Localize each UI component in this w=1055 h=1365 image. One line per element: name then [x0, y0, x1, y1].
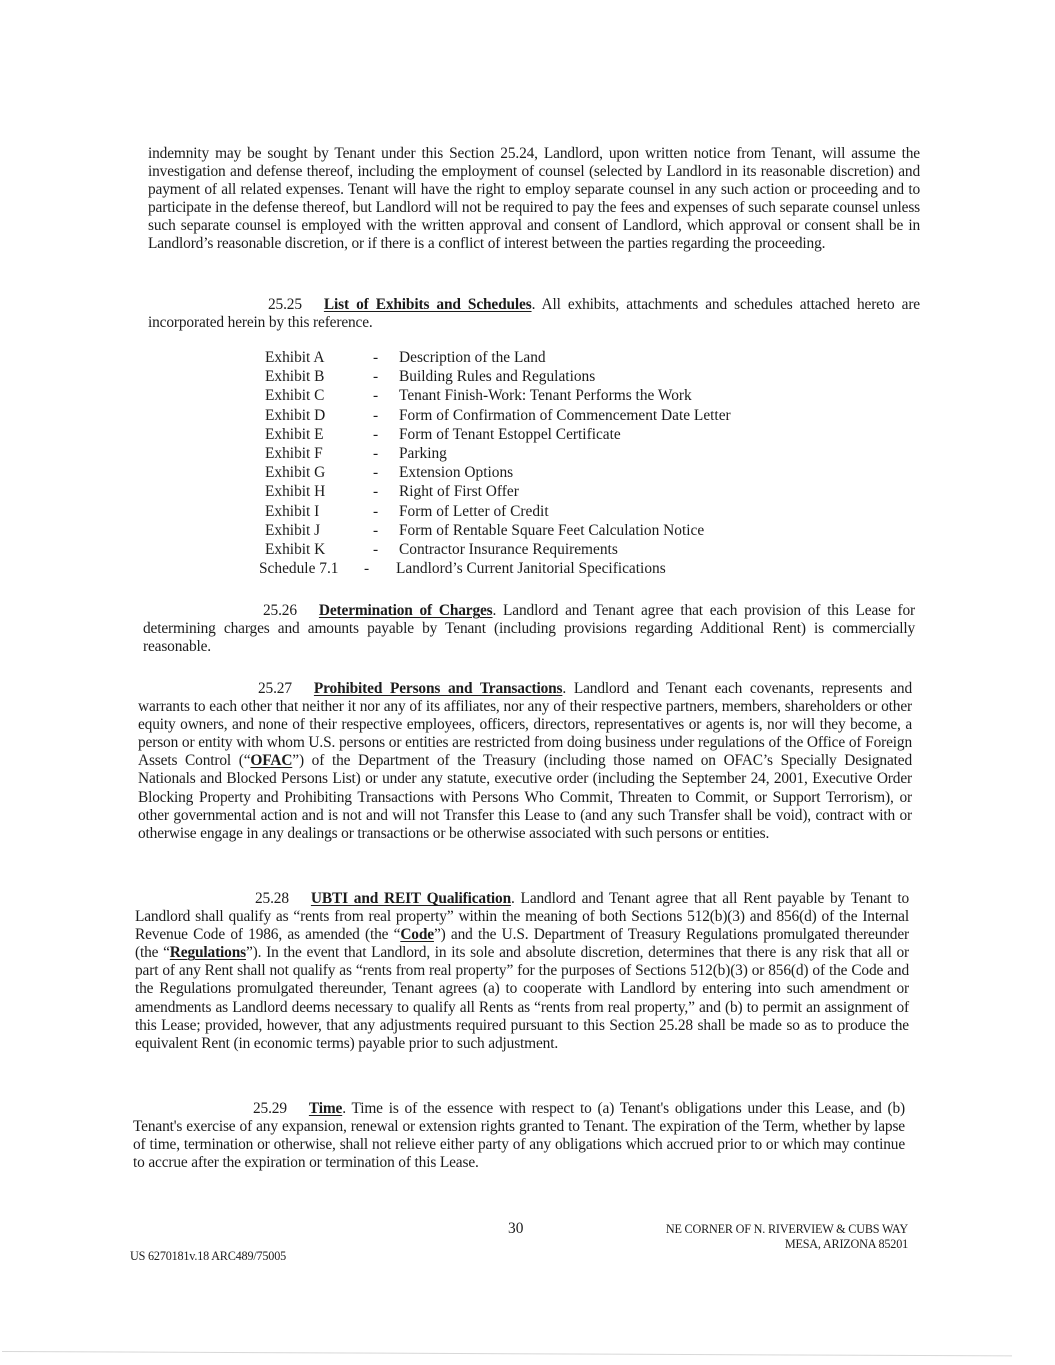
- exhibit-title: Tenant Finish-Work: Tenant Performs the Work: [399, 387, 692, 405]
- exhibit-row: [262, 444, 731, 463]
- defined-term-code: Code: [400, 926, 434, 944]
- exhibit-label: Exhibit I: [265, 502, 320, 520]
- section-heading: Time: [308, 1100, 343, 1117]
- defined-term-regulations: Regulations: [169, 944, 246, 962]
- exhibit-dash: -: [373, 464, 379, 482]
- exhibit-title: Form of Rentable Square Feet Calculation Notice: [399, 521, 705, 539]
- exhibit-row: [262, 367, 731, 386]
- section-heading: UBTI and REIT Qualification: [310, 890, 512, 907]
- exhibit-dash: -: [373, 502, 379, 520]
- exhibit-title: Form of Confirmation of Commencement Date Letter: [399, 406, 731, 424]
- section-25-29: [133, 1100, 905, 1172]
- exhibit-row: [259, 559, 731, 578]
- exhibit-row: [262, 463, 731, 482]
- footer-address-line1: NE CORNER OF N. RIVERVIEW & CUBS WAY: [665, 1222, 908, 1236]
- section-body: . Time is of the essence with respect to (a) Tenant's obligations under this Lease, and (b) Tenant's exercise of any expansion, renewal or extension rights granted to Tenant. The expiration of the Term, whether by lapse of time, termination or otherwise, shall not relieve either party of any obligations which accrued prior to or which may continue to accrue after the expiration or termination of this Lease.: [133, 1100, 905, 1172]
- exhibit-title: Form of Letter of Credit: [399, 502, 549, 520]
- section-body: . Landlord and Tenant agree that all Rent payable by Tenant to Landlord shall qualify as “rents from real property” within the meaning of both Sections 512(b)(3) and 856(d) of the Internal Revenue Code of 1986, as amended (the “: [135, 890, 909, 944]
- footer-address: [612, 1222, 908, 1252]
- exhibit-label: Exhibit E: [265, 425, 324, 443]
- section-body: . Landlord and Tenant each covenants, represents and warrants to each other that neither it nor any of its affiliates, nor any of their respective partners, members, shareholders or other equity owners, and none of their respective employees, officers, directors, representatives or agents is, nor will they become, a person or entity with whom U.S. persons or entities are restricted from doing business under regulations of the Office of Foreign Assets Control (“: [138, 680, 912, 770]
- exhibit-dash: -: [373, 368, 379, 386]
- exhibit-list: [259, 348, 731, 578]
- exhibit-row: [262, 521, 731, 540]
- exhibit-label: Exhibit C: [265, 387, 325, 405]
- exhibit-dash: -: [373, 425, 379, 443]
- exhibit-label: Schedule 7.1: [259, 560, 339, 578]
- exhibit-title: Parking: [399, 445, 447, 463]
- exhibit-dash: -: [373, 541, 379, 559]
- exhibit-title: Form of Tenant Estoppel Certificate: [399, 425, 621, 443]
- exhibit-dash: -: [373, 349, 379, 366]
- exhibit-dash: -: [373, 445, 379, 463]
- exhibit-row: [262, 386, 731, 405]
- exhibit-title: Landlord’s Current Janitorial Specifications: [396, 560, 666, 578]
- exhibit-label: Exhibit K: [265, 541, 326, 559]
- exhibit-label: Exhibit B: [265, 368, 325, 386]
- exhibit-dash: -: [373, 483, 379, 501]
- section-25-25: [148, 296, 920, 332]
- exhibit-label: Exhibit J: [265, 521, 321, 539]
- defined-term-ofac: OFAC: [250, 752, 293, 770]
- exhibit-row: [262, 482, 731, 501]
- section-body: . Landlord and Tenant agree that each provision of this Lease for determining charges and amounts payable by Tenant (including provisions regarding Additional Rent) is commercially reasonable.: [143, 602, 916, 656]
- exhibit-dash: -: [373, 521, 379, 539]
- exhibit-title: Right of First Offer: [399, 483, 519, 501]
- footer-document-id: US 6270181v.18 ARC489/75005: [130, 1249, 286, 1263]
- section-heading: List of Exhibits and Schedules: [323, 296, 532, 313]
- exhibit-row: [262, 540, 731, 559]
- section-25-26: [143, 602, 915, 656]
- section-body-continued: ”) of the Department of the Treasury (including those named on OFAC’s Specially Designated Nationals and Blocked Persons List) or under any statute, executive order (including the September 24, 2001, Executive Order Blocking Property and Prohibiting Transactions with Persons Who Commit, Threaten to Commit, or Support Terrorism), or other governmental action and is not and will not Transfer this Lease to (and any such Transfer shall be void), contract with or otherwise engage in any dealings or transactions or be otherwise associated with such persons or entities.: [138, 752, 912, 842]
- exhibit-row: [262, 502, 731, 521]
- exhibit-row: [262, 406, 731, 425]
- section-body: . All exhibits, attachments and schedules attached hereto are incorporated herein by this reference.: [148, 296, 920, 332]
- exhibit-title: Description of the Land: [399, 349, 546, 366]
- page-number: 30: [508, 1220, 524, 1237]
- scan-edge-divider: [2, 1351, 1012, 1356]
- section-body-continued: ”). In the event that Landlord, in its sole and absolute discretion, determines that there is any risk that all or part of any Rent shall not qualify as “rents from real property” for the purposes of Sections 512(b)(3) or 856(d) of the Code and the Regulations promulgated thereunder, Tenant agrees (a) to cooperate with Landlord by entering into such amendment or amendments as Landlord deems necessary to qualify all Rents as “rents from real property,” and (b) to permit an assignment of this Lease; provided, however, that any adjustments required pursuant to this Section 25.28 shall be made so as to produce the equivalent Rent (in economic terms) payable prior to such adjustment.: [135, 944, 909, 1052]
- section-25-28: [135, 890, 909, 1053]
- exhibit-dash: -: [373, 406, 379, 424]
- exhibit-label: Exhibit A: [265, 349, 325, 366]
- footer-address-line2: MESA, ARIZONA 85201: [784, 1237, 908, 1251]
- section-25-27: [138, 680, 912, 843]
- section-heading: Prohibited Persons and Transactions: [313, 680, 563, 697]
- exhibit-row: [262, 425, 731, 444]
- intro-paragraph: [148, 145, 920, 254]
- intro-paragraph-text: indemnity may be sought by Tenant under this Section 25.24, Landlord, upon written notice from Tenant, will assume the investigation and defense thereof, including the employment of counsel (selected by Landlord in its reasonable discretion) and payment of all related expenses. Tenant will have the right to employ separate counsel in any such action or proceeding and to participate in the defense thereof, but Landlord will not be required to pay the fees and expenses of such separate counsel unless such separate counsel is employed with the written approval and consent of Landlord, which approval or consent shall be in Landlord’s reasonable discretion, or if there is a conflict of interest between the parties regarding the proceeding.: [148, 145, 920, 253]
- section-number: 25.26: [263, 602, 297, 619]
- exhibit-label: Exhibit G: [265, 464, 326, 482]
- exhibit-row: [262, 348, 731, 367]
- exhibit-label: Exhibit H: [265, 483, 326, 501]
- section-number: 25.25: [268, 296, 302, 313]
- exhibit-label: Exhibit D: [265, 406, 326, 424]
- section-heading: Determination of Charges: [318, 602, 493, 619]
- exhibit-title: Extension Options: [399, 464, 514, 482]
- exhibit-dash: -: [373, 387, 379, 405]
- exhibit-title: Building Rules and Regulations: [399, 368, 596, 386]
- section-number: 25.29: [253, 1100, 287, 1117]
- exhibit-label: Exhibit F: [265, 445, 323, 463]
- section-body-continued: ”) and the U.S. Department of Treasury Regulations promulgated thereunder (the “: [135, 926, 909, 962]
- exhibit-dash: -: [364, 560, 370, 578]
- section-number: 25.28: [255, 890, 289, 907]
- section-number: 25.27: [258, 680, 292, 697]
- exhibit-title: Contractor Insurance Requirements: [399, 541, 618, 559]
